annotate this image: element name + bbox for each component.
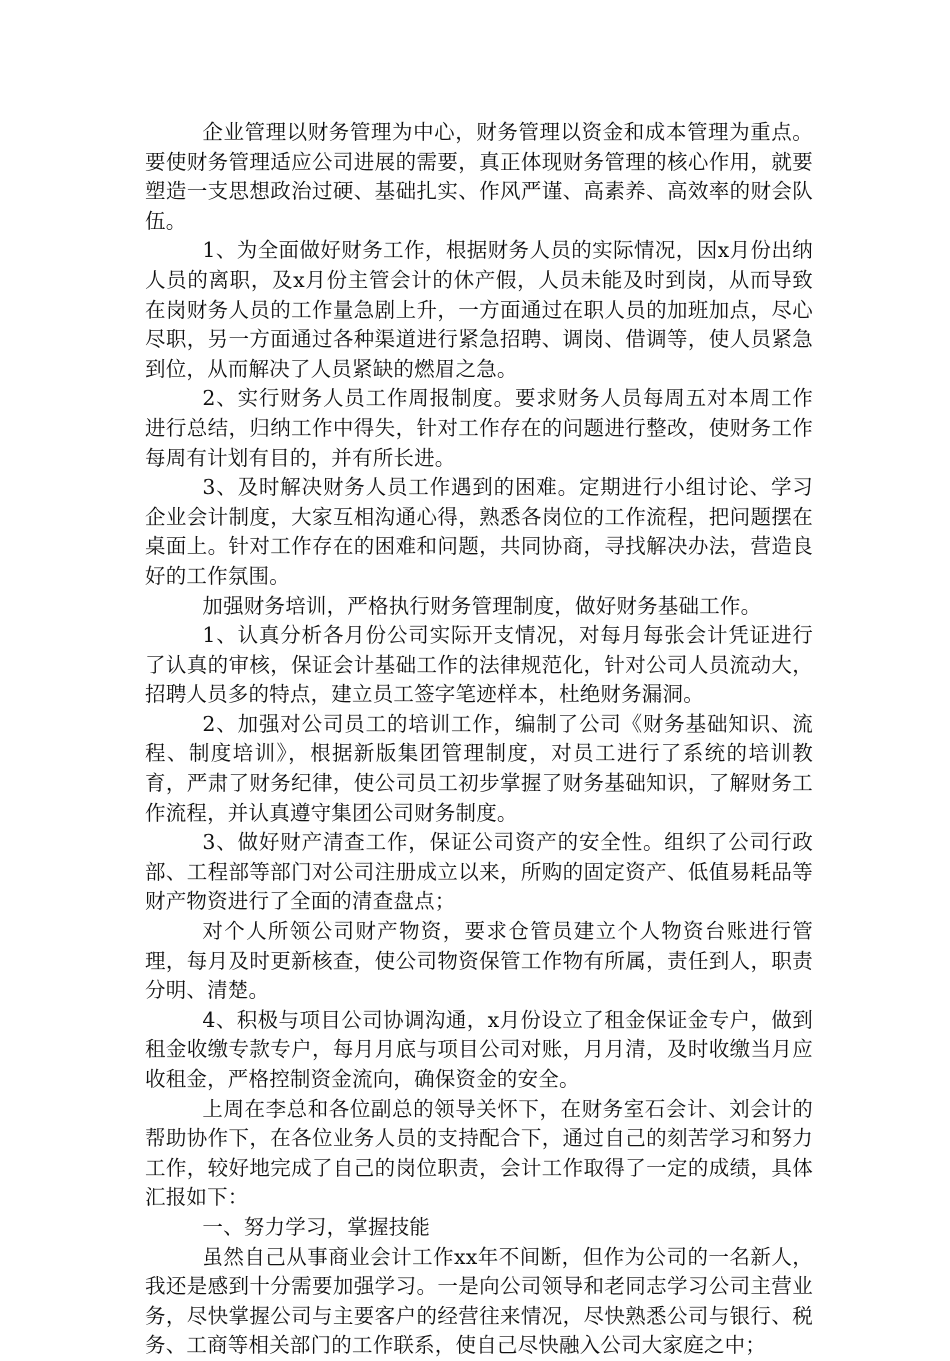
- paragraph: 对个人所领公司财产物资，要求仓管员建立个人物资台账进行管理，每月及时更新核查，使公司物资保管工作物有所属，责任到人，职责分明、清楚。: [145, 919, 813, 1003]
- paragraph: 3、及时解决财务人员工作遇到的困难。定期进行小组讨论、学习企业会计制度，大家互相沟通心得，熟悉各岗位的工作流程，把问题摆在桌面上。针对工作存在的困难和问题，共同协商，寻找解决办法，营造良好的工作氛围。: [145, 475, 813, 588]
- paragraph: 企业管理以财务管理为中心，财务管理以资金和成本管理为重点。要使财务管理适应公司进展的需要，真正体现财务管理的核心作用，就要塑造一支思想政治过硬、基础扎实、作风严谨、高素养、高效率的财会队伍。: [145, 120, 813, 233]
- paragraph: 加强财务培训，严格执行财务管理制度，做好财务基础工作。: [202, 593, 762, 618]
- paragraph: 虽然自己从事商业会计工作xx年不间断，但作为公司的一名新人，我还是感到十分需要加强学习。一是向公司领导和老同志学习公司主营业务，尽快掌握公司与主要客户的经营往来情况，尽快熟悉公司与银行、税务、工商等相关部门的工作联系，使自己尽快融入公司大家庭之中；: [145, 1244, 813, 1358]
- paragraph: 上周在李总和各位副总的领导关怀下，在财务室石会计、刘会计的帮助协作下，在各位业务人员的支持配合下，通过自己的刻苦学习和努力工作，较好地完成了自己的岗位职责，会计工作取得了一定的成绩，具体汇报如下：: [145, 1096, 813, 1210]
- paragraph: 1、为全面做好财务工作，根据财务人员的实际情况，因x月份出纳人员的离职，及x月份主管会计的休产假，人员未能及时到岗，从而导致在岗财务人员的工作量急剧上升，一方面通过在职人员的加班加点，尽心尽职，另一方面通过各种渠道进行紧急招聘、调岗、借调等，使人员紧急到位，从而解决了人员紧缺的燃眉之急。: [145, 238, 813, 381]
- paragraph: 2、加强对公司员工的培训工作，编制了公司《财务基础知识、流程、制度培训》，根据新版集团管理制度，对员工进行了系统的培训教育，严肃了财务纪律，使公司员工初步掌握了财务基础知识，了解财务工作流程，并认真遵守集团公司财务制度。: [145, 711, 813, 825]
- paragraph: 3、做好财产清查工作，保证公司资产的安全性。组织了公司行政部、工程部等部门对公司注册成立以来，所购的固定资产、低值易耗品等财产物资进行了全面的清查盘点；: [145, 830, 813, 914]
- document-body: [145, 118, 813, 1361]
- section-heading: 一、努力学习，掌握技能: [202, 1214, 431, 1239]
- paragraph: 2、实行财务人员工作周报制度。要求财务人员每周五对本周工作进行总结，归纳工作中得失，针对工作存在的问题进行整改，使财务工作每周有计划有目的，并有所长进。: [145, 386, 813, 470]
- paragraph: 1、认真分析各月份公司实际开支情况，对每月每张会计凭证进行了认真的审核，保证会计基础工作的法律规范化，针对公司人员流动大，招聘人员多的特点，建立员工签字笔迹样本，杜绝财务漏洞。: [145, 623, 813, 707]
- paragraph: 4、积极与项目公司协调沟通，x月份设立了租金保证金专户，做到租金收缴专款专户，每月月底与项目公司对账，月月清，及时收缴当月应收租金，严格控制资金流向，确保资金的安全。: [145, 1007, 813, 1091]
